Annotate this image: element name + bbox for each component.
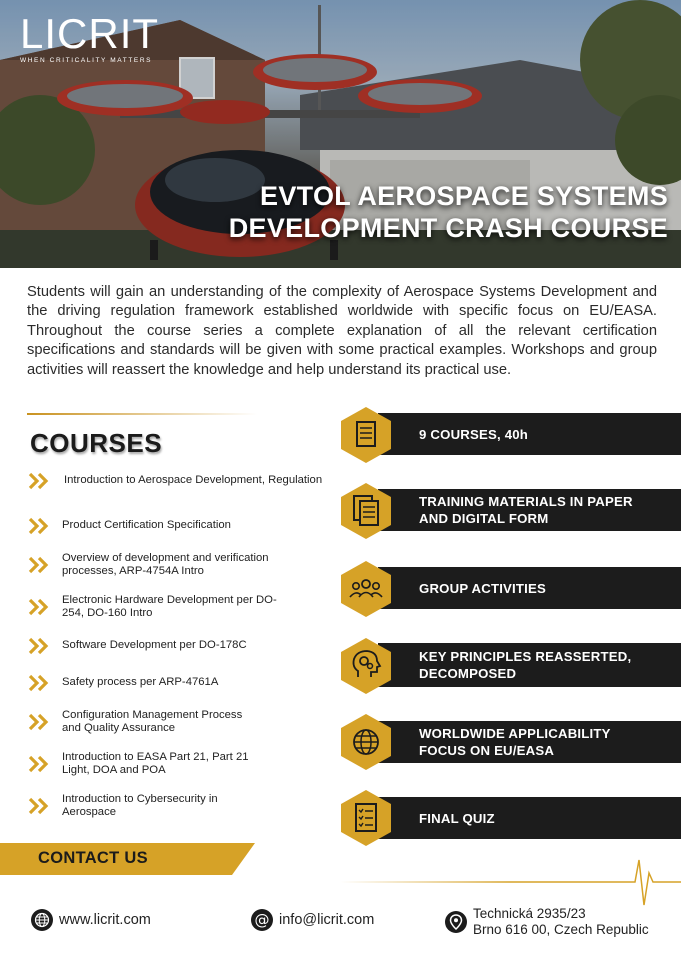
course-item (28, 472, 328, 490)
double-chevron-icon (28, 517, 52, 535)
double-chevron-icon (28, 755, 52, 773)
group-icon (340, 560, 392, 618)
logo-wordmark: LICRIT (20, 10, 160, 57)
globe-icon (340, 713, 392, 771)
double-chevron-icon (28, 472, 52, 490)
course-item (28, 517, 328, 535)
feature-bar (378, 721, 681, 763)
hero-title-line2: DEVELOPMENT CRASH COURSE (228, 213, 668, 243)
course-label: Safety process per ARP-4761A (62, 676, 219, 689)
courses-heading: COURSES (30, 428, 163, 458)
double-chevron-icon (28, 713, 52, 731)
website-text: www.licrit.com (59, 912, 151, 928)
hero-banner (0, 0, 681, 268)
course-label: Introduction to Aerospace Development, Regulation (64, 474, 323, 487)
email-text: info@licrit.com (279, 912, 375, 928)
course-label: Introduction to EASA Part 21, Part 21 Light, DOA and POA (62, 751, 249, 777)
at-sign-icon: @ (251, 909, 273, 931)
feature-bar (378, 643, 681, 687)
address-text (473, 906, 649, 937)
location-pin-icon (445, 911, 467, 933)
head-gears-icon (340, 637, 392, 695)
address-line1: Technická 2935/23 (473, 906, 586, 921)
course-label: Product Certification Specification (62, 519, 231, 532)
hero-title-line1: EVTOL AEROSPACE SYSTEMS (260, 181, 668, 211)
gold-divider (27, 413, 257, 415)
address-line2: Brno 616 00, Czech Republic (473, 921, 649, 937)
double-chevron-icon (28, 598, 52, 616)
course-item (28, 751, 328, 777)
course-item (28, 552, 328, 578)
hero-title (229, 180, 668, 244)
double-chevron-icon (28, 556, 52, 574)
course-item (28, 674, 328, 692)
course-label: Configuration Management Process and Quality Assurance (62, 709, 243, 735)
globe-icon (31, 909, 53, 931)
course-label: Software Development per DO-178C (62, 639, 247, 652)
feature-bar: GROUP ACTIVITIES (378, 567, 681, 609)
email-link[interactable] (251, 909, 374, 931)
course-label: Introduction to Cybersecurity in Aerospace (62, 793, 218, 819)
course-item (28, 793, 328, 819)
course-label: Overview of development and verification processes, ARP-4754A Intro (62, 552, 269, 578)
checklist-icon (340, 789, 392, 847)
contact-heading: CONTACT US (38, 849, 148, 867)
feature-bar: 9 COURSES, 40h (378, 413, 681, 455)
document-icon (340, 406, 392, 464)
website-link[interactable] (31, 909, 151, 931)
logo-tagline: WHEN CRITICALITY MATTERS (20, 57, 153, 64)
double-chevron-icon (28, 674, 52, 692)
double-chevron-icon (28, 797, 52, 815)
course-label: Electronic Hardware Development per DO-254, DO-160 Intro (62, 594, 277, 620)
documents-icon (340, 482, 392, 540)
course-item (28, 709, 328, 735)
feature-bar: FINAL QUIZ (378, 797, 681, 839)
course-item (28, 637, 328, 655)
feature-label: WORLDWIDE APPLICABILITY FOCUS ON EU/EASA (419, 726, 611, 758)
intro-paragraph: Students will gain an understanding of the complexity of Aerospace Systems Development and the driving regulation framework established worldwide with specific focus on EU/EASA. Throughout the course series a complete explanation of all the relevant certification specifications and standards will be given with some practical examples. Workshops and group activities will reassert the knowledge and help understand its practical use. (27, 284, 657, 378)
course-item (28, 594, 328, 620)
heartbeat-line (340, 855, 681, 910)
feature-label: TRAINING MATERIALS IN PAPER AND DIGITAL FORM (419, 494, 633, 526)
address-block (445, 906, 649, 937)
licrit-logo[interactable] (20, 12, 159, 64)
double-chevron-icon (28, 637, 52, 655)
feature-bar (378, 489, 681, 531)
feature-label: KEY PRINCIPLES REASSERTED, DECOMPOSED (419, 649, 632, 681)
